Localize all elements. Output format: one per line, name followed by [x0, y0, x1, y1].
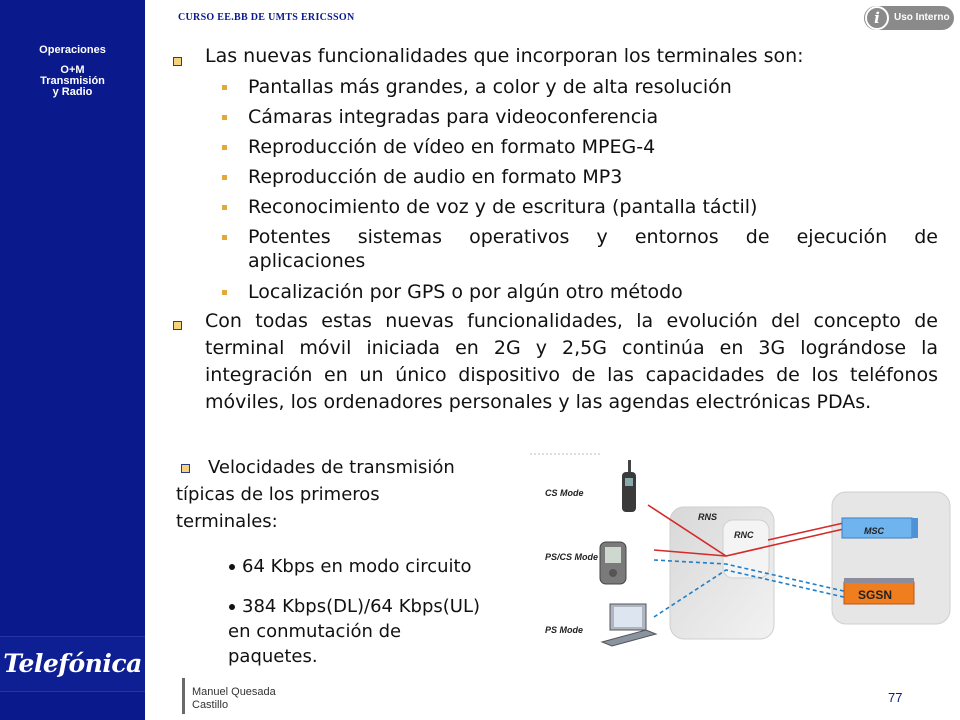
footer-divider [182, 678, 185, 714]
intro-text: Las nuevas funcionalidades que incorporan los terminales son: [205, 45, 804, 67]
category-label: Transmisión [40, 75, 105, 87]
category-label: O+M [60, 64, 85, 76]
network-diagram [530, 452, 954, 652]
uso-interno-badge [864, 6, 954, 30]
sidebar [0, 0, 145, 720]
square-bullet-icon [222, 175, 227, 180]
evolution-paragraph: Con todas estas nuevas funcionalidades, la evolución del concepto de terminal móvil iniciada en 2G y 2,5G continúa en 3G lográndose la integración en un único dispositivo de las capacidades de los teléfonos móviles, los ordenadores personales y las agendas electrónicas PDAs. [205, 310, 938, 413]
cs-mode-label: CS Mode [545, 488, 584, 498]
bullet-dot-icon [229, 604, 235, 610]
feature-item: Reproducción de vídeo en formato MPEG-4 [248, 136, 656, 158]
category-label: y Radio [52, 86, 93, 98]
badge-label: Uso Interno [894, 12, 950, 23]
square-bullet-icon [173, 57, 182, 66]
speed-item: 64 Kbps en modo circuito [242, 556, 472, 577]
ps-mode-label: PS Mode [545, 625, 584, 635]
feature-item: Localización por GPS o por algún otro método [248, 281, 683, 303]
msc-label: MSC [864, 526, 884, 536]
telefonica-logo-box [0, 636, 145, 692]
pda-phone-icon [600, 542, 626, 584]
speed-item: 384 Kbps(DL)/64 Kbps(UL) [242, 596, 481, 617]
author-line: Castillo [192, 699, 229, 711]
laptop-icon [602, 604, 656, 646]
feature-item: Reconocimiento de voz y de escritura (pantalla táctil) [248, 196, 758, 218]
square-bullet-icon [222, 290, 227, 295]
feature-item: Pantallas más grandes, a color y de alta resolución [248, 76, 732, 98]
speeds-heading: Velocidades de transmisión [208, 457, 455, 478]
info-icon: i [865, 6, 889, 30]
pscs-mode-label: PS/CS Mode [545, 552, 599, 562]
telefonica-logo: Telefónica [3, 649, 142, 678]
course-title: CURSO EE.BB DE UMTS ERICSSON [178, 12, 355, 23]
rnc-label: RNC [734, 530, 754, 540]
square-bullet-icon [222, 235, 227, 240]
mobile-phone-icon [622, 460, 636, 512]
square-bullet-icon [222, 85, 227, 90]
feature-item: Reproducción de audio en formato MP3 [248, 166, 623, 188]
category-label: Operaciones [39, 44, 106, 56]
square-bullet-icon [181, 464, 190, 473]
page-number: 77 [888, 690, 903, 705]
speeds-heading: terminales: [176, 511, 278, 532]
speeds-heading: típicas de los primeros [176, 484, 380, 505]
feature-item: Cámaras integradas para videoconferencia [248, 106, 659, 128]
speed-item: en conmutación de [228, 621, 402, 642]
speed-item: paquetes. [228, 646, 318, 667]
square-bullet-icon [222, 205, 227, 210]
square-bullet-icon [222, 145, 227, 150]
bullet-dot-icon [229, 564, 235, 570]
author [192, 686, 276, 712]
sgsn-label: SGSN [858, 588, 893, 602]
author-line: Manuel Quesada [192, 686, 276, 698]
square-bullet-icon [173, 321, 182, 330]
feature-item-continued: aplicaciones [248, 250, 366, 272]
feature-item: Potentes sistemas operativos y entornos de ejecución de [248, 226, 938, 248]
rns-label: RNS [698, 512, 718, 522]
square-bullet-icon [222, 115, 227, 120]
